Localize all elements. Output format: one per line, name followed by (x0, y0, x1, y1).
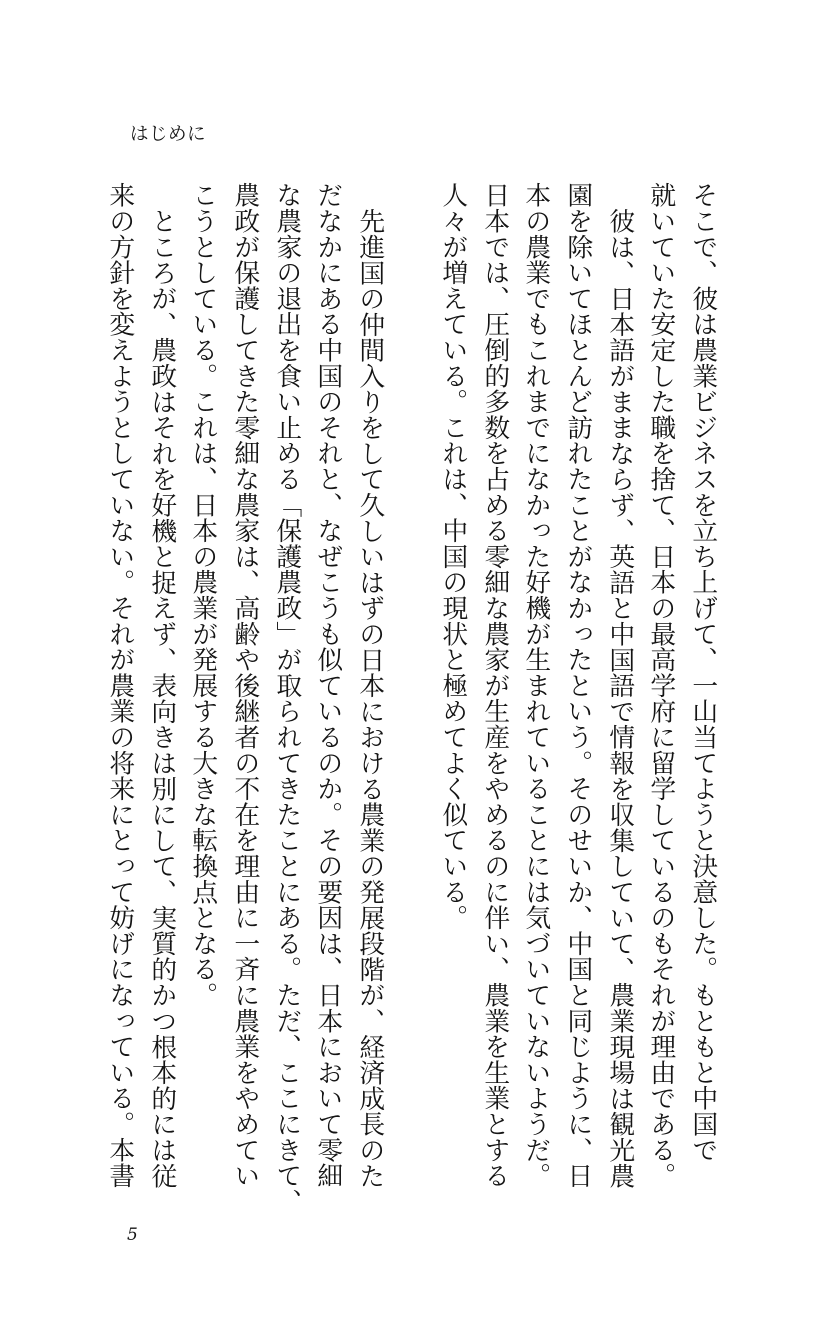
text-line-2: 就いていた安定した職を捨て、日本の最高学府に留学しているのもそれが理由である。 (645, 182, 676, 1189)
text-line-14: 来の方針を変えようとしていない。それが農業の将来にとって妨げになっている。本書 (104, 182, 135, 1189)
text-line-5: 本の農業でもこれまでになかった好機が生まれていることには気づいていないようだ。 (520, 182, 551, 1189)
running-header: はじめに (130, 124, 207, 145)
text-line-7: 人々が増えている。これは、中国の現状と極めてよく似ている。 (437, 182, 468, 931)
text-line-13: ところが、農政はそれを好機と捉えず、表向きは別にして、実質的かつ根本的には従 (146, 207, 177, 1189)
text-line-10: な農家の退出を食い止める「保護農政」が取られてきたことにある。ただ、ここにきて、 (271, 182, 302, 1214)
text-line-6: 日本では、圧倒的多数を占める零細な農家が生産をやめるのに伴い、農業を生業とする (479, 182, 510, 1189)
text-line-12: こうとしている。これは、日本の農業が発展する大きな転換点となる。 (187, 182, 218, 1008)
text-line-11: 農政が保護してきた零細な農家は、高齢や後継者の不在を理由に一斉に農業をやめてい (229, 182, 260, 1189)
text-line-9: だなかにある中国のそれと、なぜこうも似ているのか。その要因は、日本において零細 (312, 182, 343, 1189)
text-line-1: そこで、彼は農業ビジネスを立ち上げて、一山当てようと決意した。もともと中国で (687, 182, 718, 1163)
text-line-3: 彼は、日本語がままならず、英語と中国語で情報を収集していて、農業現場は観光農 (604, 207, 635, 1189)
text-line-8: 先進国の仲間入りをして久しいはずの日本における農業の発展段階が、経済成長のた (354, 207, 385, 1189)
page-number: 5 (127, 1225, 138, 1245)
text-line-4: 園を除いてほとんど訪れたことがなかったという。そのせいか、中国と同じように、日 (562, 182, 593, 1189)
